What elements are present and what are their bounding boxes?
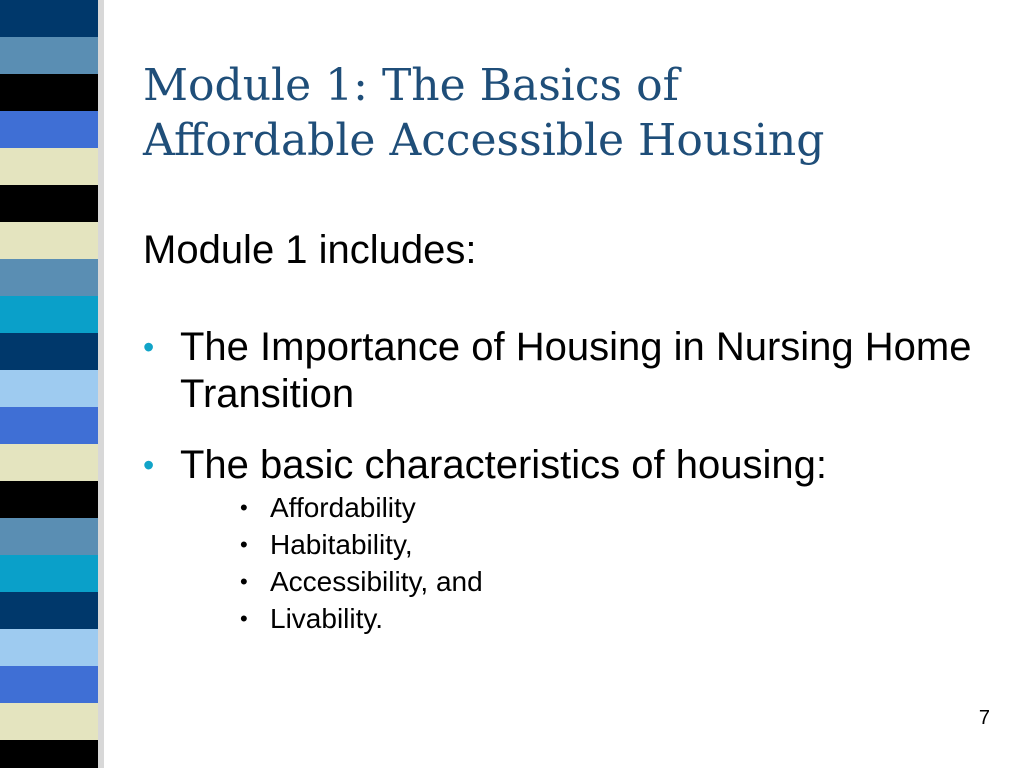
strip-block — [0, 74, 98, 111]
sub-bullet-text: Accessibility, and — [270, 566, 483, 597]
strip-block — [0, 703, 98, 740]
bullet-text: The basic characteristics of housing: — [180, 443, 827, 487]
decorative-color-strip — [0, 0, 118, 768]
sub-bullet-item — [240, 526, 983, 563]
strip-shadow — [98, 0, 104, 768]
strip-block — [0, 666, 98, 703]
sub-bullet-item — [240, 563, 983, 600]
strip-block — [0, 333, 98, 370]
sub-bullet-dot-icon: • — [240, 532, 248, 557]
bullet-dot-icon: • — [143, 447, 155, 483]
strip-block — [0, 111, 98, 148]
strip-block — [0, 629, 98, 666]
strip-block — [0, 740, 98, 768]
strip-block — [0, 222, 98, 259]
page-number: 7 — [978, 707, 990, 729]
slide-title: Module 1: The Basics of Affordable Accessible Housing — [143, 60, 825, 166]
strip-block — [0, 296, 98, 333]
strip-block — [0, 259, 98, 296]
sub-bullet-dot-icon: • — [240, 606, 248, 631]
sub-bullet-list — [180, 489, 983, 637]
sub-bullet-text: Livability. — [270, 603, 384, 634]
strip-block — [0, 370, 98, 407]
strip-block — [0, 185, 98, 222]
sub-bullet-dot-icon: • — [240, 495, 248, 520]
strip-block — [0, 444, 98, 481]
strip-block — [0, 407, 98, 444]
bullet-list — [143, 324, 983, 661]
strip-block — [0, 518, 98, 555]
strip-block — [0, 148, 98, 185]
sub-bullet-text: Affordability — [270, 492, 416, 523]
intro-text: Module 1 includes: — [143, 228, 477, 272]
bullet-item — [143, 442, 983, 637]
strip-block — [0, 0, 98, 37]
bullet-dot-icon: • — [143, 329, 155, 365]
sub-bullet-item — [240, 600, 983, 637]
bullet-text: The Importance of Housing in Nursing Home Transition — [180, 325, 972, 416]
strip-block — [0, 481, 98, 518]
bullet-item — [143, 324, 983, 418]
strip-block — [0, 592, 98, 629]
strip-block — [0, 37, 98, 74]
decorative-strip-graphic — [0, 0, 118, 768]
sub-bullet-dot-icon: • — [240, 569, 248, 594]
sub-bullet-text: Habitability, — [270, 529, 413, 560]
sub-bullet-item — [240, 489, 983, 526]
strip-block — [0, 555, 98, 592]
